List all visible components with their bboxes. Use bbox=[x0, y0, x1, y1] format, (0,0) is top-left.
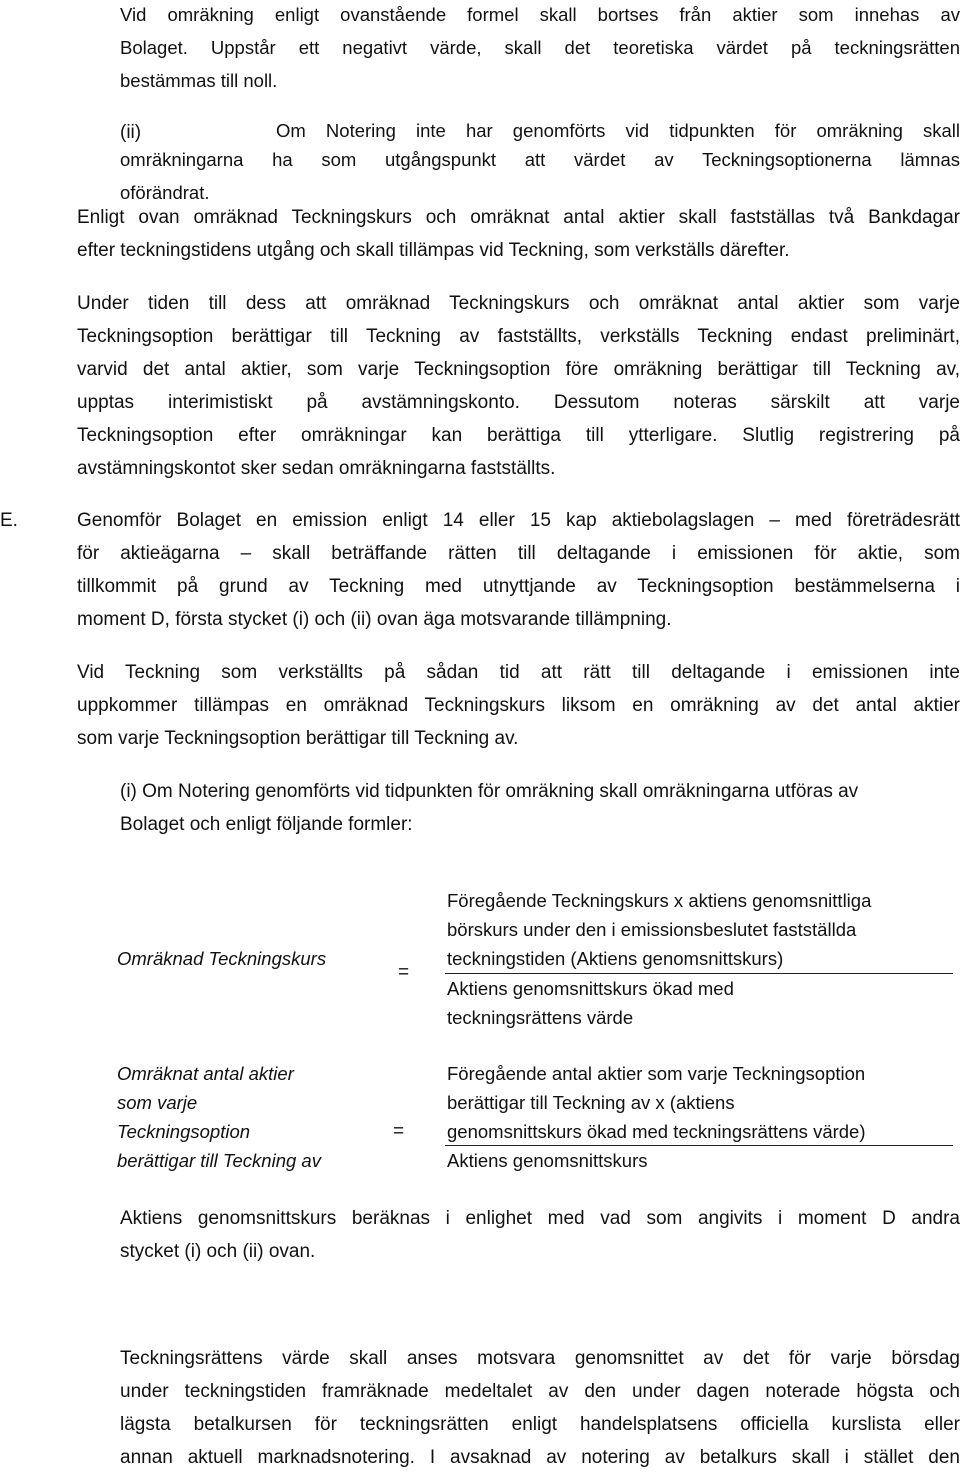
text-line: stycket (i) och (ii) ovan. bbox=[120, 1241, 316, 1262]
text-line: bestämmas till noll. bbox=[120, 70, 278, 91]
text-line: Vid omräkning enligt ovanstående formel skall bortses från aktier som innehas av bbox=[120, 4, 960, 25]
text-line: oförändrat. bbox=[120, 182, 210, 203]
text-line: Under tiden till dess att omräknad Teckningskurs och omräknat antal aktier som varje bbox=[77, 293, 960, 314]
text-line: Enligt ovan omräknad Teckningskurs och omräknat antal aktier skall fastställas två Bankdagar bbox=[77, 207, 960, 228]
text-line: upptas interimistiskt på avstämningskonto. Dessutom noteras särskilt att varje bbox=[77, 392, 960, 413]
text-line: Bolaget. Uppstår ett negativt värde, skall det teoretiska värdet på teckningsrätten bbox=[120, 37, 960, 58]
text-line: Genomför Bolaget en emission enligt 14 eller 15 kap aktiebolagslagen – med företrädesrätt bbox=[77, 510, 960, 531]
text-line: Föregående antal aktier som varje Teckningsoption bbox=[447, 1063, 866, 1084]
paragraph-aktiens bbox=[120, 1202, 960, 1268]
text-line: (i) Om Notering genomförts vid tidpunkten för omräkning skall omräkningarna utföras av bbox=[120, 781, 859, 802]
text-line: berättigar till Teckning av x (aktiens bbox=[447, 1092, 735, 1113]
text-line: teckningstiden (Aktiens genomsnittskurs) bbox=[447, 948, 784, 969]
text-line: Teckningsoption efter omräkningar kan berättiga till ytterligare. Slutlig registrering på bbox=[77, 425, 960, 446]
text-line: annan aktuell marknadsnotering. I avsaknad av notering av betalkurs skall i stället den bbox=[120, 1447, 960, 1468]
text-line: Aktiens genomsnittskurs beräknas i enlighet med vad som angivits i moment D andra bbox=[120, 1208, 960, 1229]
text-line: som varje Teckningsoption berättigar till Teckning av. bbox=[77, 728, 519, 749]
text-line: berättigar till Teckning av bbox=[117, 1150, 321, 1171]
text-line: börskurs under den i emissionsbeslutet fastställda bbox=[447, 919, 857, 940]
text-line: Vid Teckning som verkställts på sådan tid att rätt till deltagande i emissionen inte bbox=[77, 662, 960, 683]
formula1-denominator bbox=[447, 974, 957, 1032]
text-line: omräkningarna ha som utgångspunkt att värdet av Teckningsoptionerna lämnas bbox=[120, 149, 960, 170]
text-line: Aktiens genomsnittskurs bbox=[447, 1150, 648, 1171]
text-line: Bolaget och enligt följande formler: bbox=[120, 814, 413, 835]
text-line: lägsta betalkursen för teckningsrätten enligt handelsplatsens officiella kurslista eller bbox=[120, 1414, 960, 1435]
section-marker-e: E. bbox=[0, 510, 18, 531]
text-line: Föregående Teckningskurs x aktiens genomsnittliga bbox=[447, 890, 872, 911]
text-line: tillkommit på grund av Teckning med utnyttjande av Teckningsoption bestämmelserna i bbox=[77, 576, 960, 597]
paragraph-top bbox=[120, 0, 960, 99]
text-line: Teckningsoption berättigar till Teckning av fastställts, verkställs Teckning endast preliminärt, bbox=[77, 326, 960, 347]
formula2-denominator bbox=[447, 1146, 957, 1175]
formula1-equals: = bbox=[398, 962, 410, 983]
text-line: uppkommer tillämpas en omräknad Teckningskurs liksom en omräkning av det antal aktier bbox=[77, 695, 960, 716]
text-line: Omräknat antal aktier bbox=[117, 1063, 294, 1084]
formula2-equals: = bbox=[393, 1121, 405, 1142]
paragraph-under-tiden bbox=[77, 287, 960, 485]
text-line: som varje bbox=[117, 1092, 198, 1113]
paragraph-vid-teckning bbox=[77, 656, 960, 755]
text-line: moment D, första stycket (i) och (ii) ovan äga motsvarande tillämpning. bbox=[77, 609, 672, 630]
text-line: avstämningskontot sker sedan omräkningarna fastställts. bbox=[77, 458, 556, 479]
formula2-lhs bbox=[117, 1059, 321, 1175]
text-line: för aktieägarna – skall beträffande rätten till deltagande i emissionen för aktie, som bbox=[77, 543, 960, 564]
item-i bbox=[120, 775, 960, 841]
item-marker-ii: (ii) bbox=[120, 122, 142, 143]
paragraph-enligt bbox=[77, 201, 960, 267]
text-line: Om Notering inte har genomförts vid tidpunkten för omräkning skall bbox=[276, 120, 960, 141]
text-line: under teckningstiden framräknade medeltalet av den under dagen noterade högsta och bbox=[120, 1381, 960, 1402]
formula1-numerator bbox=[447, 886, 957, 973]
text-line: genomsnittskurs ökad med teckningsrättens värde) bbox=[447, 1121, 866, 1142]
formula2-numerator bbox=[447, 1059, 957, 1146]
text-line: efter teckningstidens utgång och skall tillämpas vid Teckning, som verkställs därefter. bbox=[77, 240, 790, 261]
text-line: Teckningsoption bbox=[117, 1121, 251, 1142]
formula1-lhs: Omräknad Teckningskurs bbox=[117, 948, 327, 969]
text-line: Aktiens genomsnittskurs ökad med bbox=[447, 978, 734, 999]
text-line: teckningsrättens värde bbox=[447, 1007, 634, 1028]
text-line: Teckningsrättens värde skall anses motsvara genomsnittet av det för varje börsdag bbox=[120, 1348, 960, 1369]
paragraph-teckningsrattens bbox=[120, 1342, 960, 1474]
section-e-body bbox=[77, 504, 960, 636]
text-line: varvid det antal aktier, som varje Teckningsoption före omräkning berättigar till Teckning av, bbox=[77, 359, 960, 380]
